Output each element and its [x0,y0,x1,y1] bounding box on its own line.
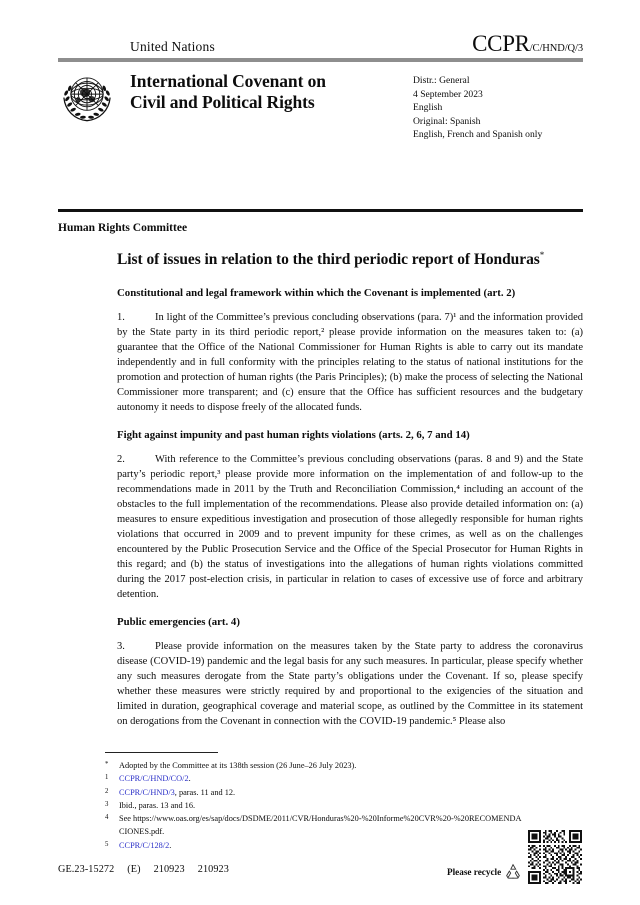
header-bottom-divider [58,209,583,212]
paragraph-number-2: 2. [117,453,125,465]
footnote-text: Adopted by the Committee at its 138th session (26 June–26 July 2023). [119,761,357,770]
section-heading-2: Fight against impunity and past human rights violations (arts. 2, 6, 7 and 14) [117,429,470,442]
paragraph-text-1: In light of the Committee’s previous concluding observations (para. 7)¹ and the information provided by the State party in its third periodic report,² please provide information on the measures taken to: (a) guarantee that the Office of the National Commissioner for Human Rights is able to carry out its mandate independently and in full conformity with the principles relating to the status of national institutions for the promotion and protection of human rights (the Paris Principles); (b) make the process of selecting the National Commissioner more transparent; and (c) ensure that the Office has sufficient resources and the budgetary autonomy it needs to dispose freely of the allocated funds. [117,312,583,414]
committee-name: Human Rights Committee [58,222,188,234]
footnote-text: See https://www.oas.org/es/sap/docs/DSDME/2011/CVR/Honduras%20-%20Informe%20CVR%20-%20RECOMENDACIONES.pdf. [119,814,522,837]
recycle-notice [447,862,523,882]
job-number: GE.23-15272 [58,864,115,875]
footnote-3 [105,800,525,813]
paragraph-1 [117,310,583,415]
document-language: English [413,102,443,114]
section-heading-3: Public emergencies (art. 4) [117,615,240,628]
footnote-link[interactable]: CCPR/C/HND/CO/2 [119,774,189,784]
document-date: 4 September 2023 [413,88,483,100]
page-title-text: List of issues in relation to the third periodic report of Honduras [117,251,540,269]
document-symbol [472,32,583,55]
footnote-mark: 5 [105,840,109,848]
footnote-link[interactable]: CCPR/C/128/2 [119,840,170,850]
footnote-suffix: . [169,840,172,850]
document-symbol-main: CCPR [472,31,530,56]
recycle-icon [503,862,523,882]
footnote-text: Ibid., paras. 13 and 16. [119,801,196,811]
covenant-title-line1: International Covenant on [130,71,326,91]
covenant-title-line2: Civil and Political Rights [130,92,315,113]
paragraph-number-3: 3. [117,640,125,652]
paragraph-3 [117,639,583,729]
masthead-top-row [58,33,583,55]
footnotes-list [105,760,525,853]
distribution-block [413,69,583,142]
un-emblem-icon [58,69,130,142]
footnote-mark: * [105,761,109,768]
footnote-mark: 1 [105,774,109,782]
footnote-mark: 3 [105,801,109,809]
footnote-asterisk [105,760,525,773]
distribution-type: Distr.: General [413,75,470,86]
recycle-label: Please recycle [447,867,502,877]
language-code: (E) [127,864,141,875]
section-heading-1: Constitutional and legal framework within which the Covenant is implemented (art. 2) [117,287,516,300]
masthead-body [58,69,583,142]
footnote-suffix: . [188,774,191,784]
document-symbol-suffix: /C/HND/Q/3 [529,43,583,54]
footnote-mark: 4 [105,814,109,822]
footnote-text [119,840,525,853]
original-language: Original: Spanish [413,115,481,127]
covenant-title [130,69,413,142]
paragraph-text-3: Please provide information on the measures taken by the State party to address the coronavirus disease (COVID-19) pandemic and the legal basis for any such measures. In particular, please specify whether any such measures derogate from the State party’s obligations under the Covenant. If so, please specify whether these measures were strictly required by and proportional to the exigencies of the situation and limited in duration, geographical coverage and material scope, as outlined by the Committee in its statement on derogations from the Covenant in connection with the COVID-19 pandemic.⁵ Please also [117,640,583,727]
footnote-2 [105,787,525,800]
footnote-link[interactable]: CCPR/C/HND/3 [119,787,175,797]
masthead-divider [58,58,583,62]
date-code-2: 210923 [197,864,229,875]
date-code-1: 210923 [153,864,185,875]
paragraph-text-2: With reference to the Committee’s previous concluding observations (paras. 8 and 9) and the State party’s periodic report,³ please provide more information on the implementation of and follow-up to the recommendations made in 2011 by the Truth and Reconciliation Commission,⁴ including an account of the obstacles to the full implementation of the recommendations. Please also provide detailed information on: (a) measures to ensure expeditious investigation and prosecution of those allegedly responsible for human rights violations that occurred in 2009 and to prevent impunity for these crimes, as well as on the challenges encountered by the Public Prosecution Service and the Office of the Special Prosecutor for Human Rights in this regard; and (b) the status of investigations into the allegations of human rights violations committed during the 2017 post-election crisis, in particular in relation to cases of excessive use of force and arbitrary detention. [117,453,583,600]
qr-code-icon [528,830,582,884]
footnote-text [119,773,525,786]
footnote-4 [105,813,525,839]
page-title-footnote-mark: * [539,250,545,260]
paragraph-2 [117,452,583,602]
masthead [58,33,583,142]
organization-name: United Nations [130,39,215,54]
footnote-mark: 2 [105,787,109,795]
footnote-separator [105,752,218,753]
document-content [117,250,583,742]
footnote-suffix: , paras. 11 and 12. [174,787,236,797]
un-emblem-svg [58,71,116,123]
footnote-text [119,787,525,800]
paragraph-number-1: 1. [117,312,125,324]
footnote-1 [105,773,525,786]
page-title [117,250,583,270]
languages-available: English, French and Spanish only [413,129,543,141]
footnote-5 [105,840,525,853]
footer-job-number [58,864,229,875]
